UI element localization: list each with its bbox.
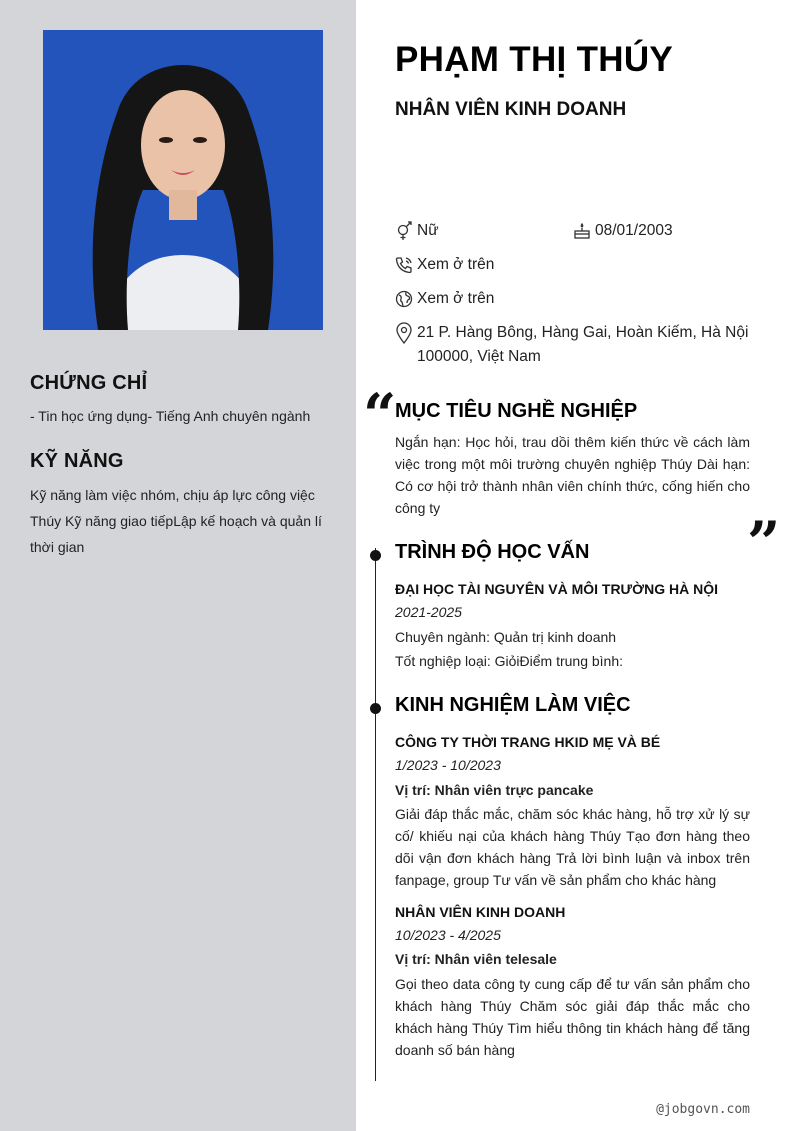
timeline-line (375, 548, 376, 1081)
globe-icon (395, 287, 417, 311)
close-quote-icon: ” (747, 509, 781, 577)
footer-watermark: @jobgovn.com (656, 1102, 750, 1117)
job-period: 1/2023 - 10/2023 (395, 757, 501, 773)
skills-text: Kỹ năng làm việc nhóm, chịu áp lực công việc Thúy Kỹ năng giao tiếpLập kế hoạch và quản lí thời gian (30, 487, 322, 555)
website-value: Xem ở trên (417, 290, 495, 307)
address-value: 21 P. Hàng Bông, Hàng Gai, Hoàn Kiếm, Hà Nội 100000, Việt Nam (417, 324, 749, 365)
job-company: CÔNG TY THỜI TRANG HKID MẸ VÀ BÉ (395, 734, 661, 750)
profile-photo (43, 30, 323, 330)
job-period: 10/2023 - 4/2025 (395, 927, 501, 943)
phone-value: Xem ở trên (417, 256, 495, 273)
certificates-text: - Tin học ứng dụng- Tiếng Anh chuyên ngành (30, 408, 311, 424)
cake-icon (573, 219, 595, 243)
job-company: NHÂN VIÊN KINH DOANH (395, 904, 566, 920)
education-period: 2021-2025 (395, 604, 462, 620)
education-heading: TRÌNH ĐỘ HỌC VẤN (395, 541, 590, 563)
job-position: Vị trí: Nhân viên telesale (395, 951, 557, 967)
school-name: ĐẠI HỌC TÀI NGUYÊN VÀ MÔI TRƯỜNG HÀ NỘI (395, 581, 719, 597)
website-row (395, 287, 494, 311)
job-position: Vị trí: Nhân viên trực pancake (395, 782, 594, 798)
candidate-name: PHẠM THỊ THÚY (395, 40, 674, 79)
gender-icon (395, 219, 417, 243)
objective-heading: MỤC TIÊU NGHỀ NGHIỆP (395, 400, 638, 422)
objective-text: Ngắn hạn: Học hỏi, trau dồi thêm kiến thức về cách làm việc trong một môi trường chuyên nghiệp Thúy Dài hạn: Có cơ hội trở thành nhân viên chính thức, cống hiến cho công ty (395, 434, 750, 516)
dob-value: 08/01/2003 (595, 222, 673, 239)
open-quote-icon: “ (363, 381, 397, 449)
experience-heading: KINH NGHIỆM LÀM VIỆC (395, 694, 631, 716)
dob-row (573, 219, 673, 243)
timeline-dot-experience (370, 703, 381, 714)
phone-icon (395, 253, 417, 277)
timeline-dot-education (370, 550, 381, 561)
job-description: Giải đáp thắc mắc, chăm sóc khác hàng, hỗ trợ xử lý sự cố/ khiếu nại của khách hàng Thúy Tạo đơn hàng theo dõi vận đơn khách hàng Trả lời bình luận và inbox trên fanpage, group Tư vấn về sản phẩm cho khác hàng (395, 806, 750, 888)
gender-row (395, 219, 439, 243)
phone-row (395, 253, 494, 277)
address-row (395, 321, 755, 369)
certificates-heading: CHỨNG CHỈ (30, 372, 148, 394)
map-pin-icon (395, 321, 417, 345)
job-title: NHÂN VIÊN KINH DOANH (395, 99, 627, 120)
education-grade: Tốt nghiệp loại: GiỏiĐiểm trung bình: (395, 653, 624, 669)
gender-value: Nữ (417, 222, 439, 239)
job-description: Gọi theo data công ty cung cấp để tư vấn sản phẩm cho khách hàng Thúy Chăm sóc giải đáp thắc mắc cho khách hàng Thúy Tìm hiểu thông tin khách hàng để tăng doanh số bán hàng (395, 976, 750, 1058)
education-major: Chuyên ngành: Quản trị kinh doanh (395, 629, 617, 645)
skills-heading: KỸ NĂNG (30, 450, 124, 472)
